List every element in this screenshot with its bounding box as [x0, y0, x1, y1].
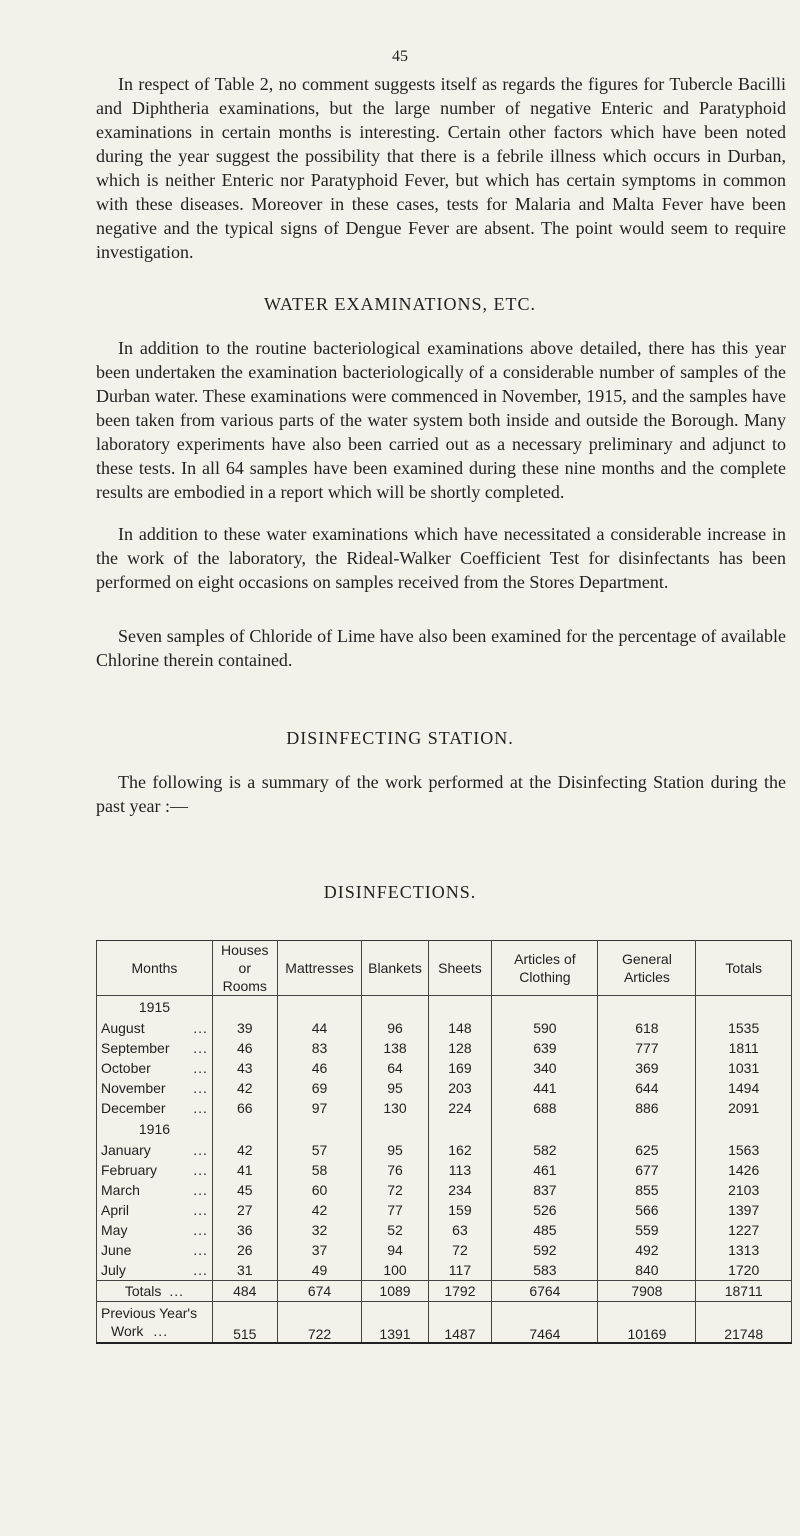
value-cell: 639: [492, 1038, 598, 1058]
leader-dots: ...: [193, 1100, 208, 1116]
value-cell: 138: [362, 1038, 428, 1058]
col-header-totals: Totals: [696, 941, 792, 996]
value-cell: 592: [492, 1240, 598, 1260]
col-header-general: General Articles: [598, 941, 696, 996]
totals-value: 484: [212, 1281, 277, 1302]
year-row-1915: [97, 996, 792, 1019]
value-cell: 58: [277, 1160, 362, 1180]
month-cell: [97, 1200, 213, 1220]
month-label: February: [101, 1162, 158, 1178]
value-cell: 1811: [696, 1038, 792, 1058]
value-cell: 855: [598, 1180, 696, 1200]
table-row: [97, 1160, 792, 1180]
year-label: 1916: [97, 1118, 213, 1140]
value-cell: 95: [362, 1078, 428, 1098]
value-cell: 583: [492, 1260, 598, 1281]
table-row: [97, 1180, 792, 1200]
month-label: March: [101, 1182, 140, 1198]
paragraph-chloride-of-lime: Seven samples of Chloride of Lime have also been examined for the percentage of available Chlorine therein contained.: [96, 626, 786, 670]
leader-dots: ...: [193, 1142, 208, 1158]
table-header-row: [97, 941, 792, 996]
month-cell: [97, 1098, 213, 1118]
value-cell: 42: [277, 1200, 362, 1220]
table-row: [97, 1058, 792, 1078]
paragraph-table2-comment: In respect of Table 2, no comment suggests itself as regards the figures for Tubercle Bacilli and Diphtheria examinations, but the large number of negative Enteric and Paratyphoid examinations in certain months is interesting. Certain other factors which have been noted during the year suggest the possibility that there is a febrile illness which occurs in Durban, which is neither Enteric nor Paratyphoid Fever, but which has certain symptoms in common with these diseases. Moreover in these cases, tests for Malaria and Malta Fever have been negative and the typical signs of Dengue Fever are absent. The point would seem to require investigation.: [96, 74, 786, 262]
table-row: [97, 1038, 792, 1058]
previous-year-cell: [97, 1302, 213, 1344]
value-cell: 1313: [696, 1240, 792, 1260]
value-cell: 625: [598, 1140, 696, 1160]
value-cell: 441: [492, 1078, 598, 1098]
value-cell: 46: [212, 1038, 277, 1058]
value-cell: 644: [598, 1078, 696, 1098]
value-cell: 203: [428, 1078, 492, 1098]
previous-value: 515: [212, 1302, 277, 1344]
value-cell: 117: [428, 1260, 492, 1281]
totals-label: Totals: [124, 1283, 162, 1299]
value-cell: 582: [492, 1140, 598, 1160]
value-cell: 1397: [696, 1200, 792, 1220]
value-cell: 43: [212, 1058, 277, 1078]
leader-dots: ...: [193, 1162, 208, 1178]
value-cell: 840: [598, 1260, 696, 1281]
previous-value: 10169: [598, 1302, 696, 1344]
month-cell: [97, 1078, 213, 1098]
value-cell: 42: [212, 1078, 277, 1098]
value-cell: 95: [362, 1140, 428, 1160]
col-header-clothing: Articles of Clothing: [492, 941, 598, 996]
col-header-mattresses: Mattresses: [277, 941, 362, 996]
table-row: [97, 1078, 792, 1098]
value-cell: 369: [598, 1058, 696, 1078]
value-cell: 688: [492, 1098, 598, 1118]
value-cell: 1720: [696, 1260, 792, 1281]
value-cell: 559: [598, 1220, 696, 1240]
value-cell: 526: [492, 1200, 598, 1220]
month-cell: [97, 1220, 213, 1240]
value-cell: 94: [362, 1240, 428, 1260]
totals-value: 1792: [428, 1281, 492, 1302]
work-label: Work: [111, 1323, 144, 1339]
previous-value: 722: [277, 1302, 362, 1344]
value-cell: 618: [598, 1018, 696, 1038]
value-cell: 1031: [696, 1058, 792, 1078]
value-cell: 96: [362, 1018, 428, 1038]
leader-dots: ...: [193, 1060, 208, 1076]
value-cell: 76: [362, 1160, 428, 1180]
year-label: 1915: [97, 996, 213, 1019]
previous-work-label: [101, 1322, 208, 1340]
totals-cell: [97, 1281, 213, 1302]
heading-disinfections: DISINFECTIONS.: [323, 882, 477, 902]
value-cell: 1494: [696, 1078, 792, 1098]
value-cell: 461: [492, 1160, 598, 1180]
value-cell: 2091: [696, 1098, 792, 1118]
value-cell: 83: [277, 1038, 362, 1058]
value-cell: 677: [598, 1160, 696, 1180]
value-cell: 113: [428, 1160, 492, 1180]
value-cell: 46: [277, 1058, 362, 1078]
totals-value: 1089: [362, 1281, 428, 1302]
month-label: January: [101, 1142, 151, 1158]
leader-dots: ...: [193, 1182, 208, 1198]
month-cell: [97, 1018, 213, 1038]
value-cell: 130: [362, 1098, 428, 1118]
leader-dots: ...: [193, 1202, 208, 1218]
value-cell: 31: [212, 1260, 277, 1281]
previous-value: 21748: [696, 1302, 792, 1344]
month-label: May: [101, 1222, 128, 1238]
month-cell: [97, 1140, 213, 1160]
paragraph-rideal-walker: In addition to these water examinations which have necessitated a considerable increase in the work of the laboratory, the Rideal-Walker Coefficient Test for disinfectants has been performed on eight occasions on samples received from the Stores Department.: [96, 524, 786, 592]
totals-value: 7908: [598, 1281, 696, 1302]
value-cell: 36: [212, 1220, 277, 1240]
value-cell: 52: [362, 1220, 428, 1240]
month-cell: [97, 1160, 213, 1180]
leader-dots: ...: [193, 1040, 208, 1056]
value-cell: 340: [492, 1058, 598, 1078]
month-cell: [97, 1058, 213, 1078]
value-cell: 49: [277, 1260, 362, 1281]
disinfections-table: [96, 940, 792, 1344]
value-cell: 57: [277, 1140, 362, 1160]
month-label: September: [101, 1040, 170, 1056]
value-cell: 590: [492, 1018, 598, 1038]
month-label: October: [101, 1060, 151, 1076]
paragraph-water-examinations: In addition to the routine bacteriological examinations above detailed, there has this year been undertaken the examination bacteriologically of a considerable number of samples of the Durban water. These examinations were commenced in November, 1915, and the samples have been taken from various parts of the water system both inside and outside the Borough. Many laboratory experiments have also been carried out as a necessary preliminary and adjunct to these tests. In all 64 samples have been examined during these nine months and the complete results are embodied in a report which will be shortly completed.: [96, 338, 786, 502]
value-cell: 162: [428, 1140, 492, 1160]
value-cell: 777: [598, 1038, 696, 1058]
value-cell: 886: [598, 1098, 696, 1118]
value-cell: 44: [277, 1018, 362, 1038]
month-label: July: [101, 1262, 126, 1278]
leader-dots: ...: [193, 1242, 208, 1258]
month-label: December: [101, 1100, 166, 1116]
value-cell: 485: [492, 1220, 598, 1240]
month-label: August: [101, 1020, 145, 1036]
month-label: April: [101, 1202, 130, 1218]
value-cell: 1227: [696, 1220, 792, 1240]
leader-dots: ...: [193, 1080, 208, 1096]
table-row: [97, 1200, 792, 1220]
col-header-sheets: Sheets: [428, 941, 492, 996]
value-cell: 72: [428, 1240, 492, 1260]
value-cell: 69: [277, 1078, 362, 1098]
totals-value: 674: [277, 1281, 362, 1302]
value-cell: 1563: [696, 1140, 792, 1160]
table-row: [97, 1140, 792, 1160]
value-cell: 41: [212, 1160, 277, 1180]
table-row: [97, 1098, 792, 1118]
leader-dots: ...: [193, 1020, 208, 1036]
heading-disinfecting-station: DISINFECTING STATION.: [286, 728, 514, 748]
totals-row: [97, 1281, 792, 1302]
value-cell: 60: [277, 1180, 362, 1200]
value-cell: 26: [212, 1240, 277, 1260]
value-cell: 224: [428, 1098, 492, 1118]
value-cell: 45: [212, 1180, 277, 1200]
value-cell: 32: [277, 1220, 362, 1240]
col-header-blankets: Blankets: [362, 941, 428, 996]
value-cell: 566: [598, 1200, 696, 1220]
value-cell: 492: [598, 1240, 696, 1260]
table-row: [97, 1260, 792, 1281]
value-cell: 2103: [696, 1180, 792, 1200]
value-cell: 169: [428, 1058, 492, 1078]
value-cell: 1535: [696, 1018, 792, 1038]
previous-year-label: Previous Year's: [101, 1305, 198, 1321]
month-label: November: [101, 1080, 166, 1096]
year-row-1916: [97, 1118, 792, 1140]
col-header-months: Months: [97, 941, 213, 996]
value-cell: 64: [362, 1058, 428, 1078]
month-cell: [97, 1180, 213, 1200]
value-cell: 1426: [696, 1160, 792, 1180]
leader-dots: ...: [193, 1262, 208, 1278]
value-cell: 77: [362, 1200, 428, 1220]
totals-value: 18711: [696, 1281, 792, 1302]
value-cell: 97: [277, 1098, 362, 1118]
previous-value: 1391: [362, 1302, 428, 1344]
month-cell: [97, 1260, 213, 1281]
table-row: [97, 1220, 792, 1240]
table-row: [97, 1018, 792, 1038]
value-cell: 128: [428, 1038, 492, 1058]
leader-dots: ...: [193, 1222, 208, 1238]
paragraph-station-summary: The following is a summary of the work performed at the Disinfecting Station during the past year :—: [96, 772, 786, 816]
heading-water-examinations: WATER EXAMINATIONS, ETC.: [264, 294, 536, 314]
value-cell: 66: [212, 1098, 277, 1118]
value-cell: 63: [428, 1220, 492, 1240]
col-header-houses: Houses or Rooms: [212, 941, 277, 996]
previous-value: 7464: [492, 1302, 598, 1344]
totals-value: 6764: [492, 1281, 598, 1302]
value-cell: 39: [212, 1018, 277, 1038]
leader-dots: ...: [169, 1283, 185, 1299]
value-cell: 148: [428, 1018, 492, 1038]
page-number: 45: [392, 48, 408, 65]
value-cell: 72: [362, 1180, 428, 1200]
table-row: [97, 1240, 792, 1260]
value-cell: 100: [362, 1260, 428, 1281]
value-cell: 234: [428, 1180, 492, 1200]
month-cell: [97, 1240, 213, 1260]
value-cell: 837: [492, 1180, 598, 1200]
value-cell: 37: [277, 1240, 362, 1260]
month-label: June: [101, 1242, 132, 1258]
value-cell: 159: [428, 1200, 492, 1220]
leader-dots: ...: [153, 1323, 169, 1339]
month-cell: [97, 1038, 213, 1058]
value-cell: 27: [212, 1200, 277, 1220]
previous-value: 1487: [428, 1302, 492, 1344]
value-cell: 42: [212, 1140, 277, 1160]
previous-year-row: [97, 1302, 792, 1344]
